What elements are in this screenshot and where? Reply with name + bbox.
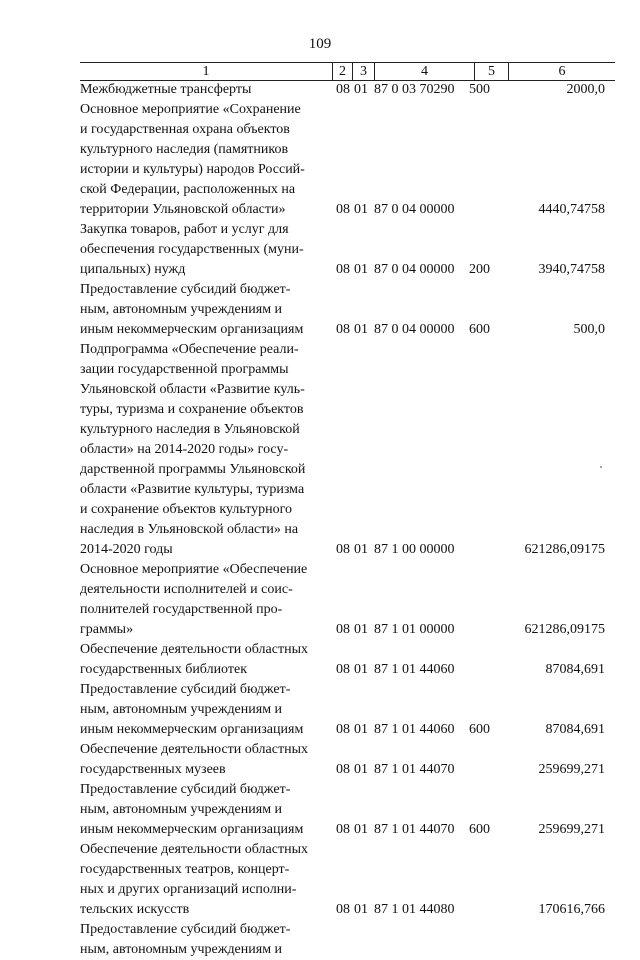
row-subsection: 01 xyxy=(354,662,368,677)
row-description: Основное мероприятие «Обеспечение деятельности исполнителей и соис- полнителей государственной про- граммы» xyxy=(80,562,308,637)
row-description: Обеспечение деятельности областных государственных библиотек xyxy=(80,642,308,677)
header-col-4: 4 xyxy=(421,64,428,79)
row-amount: 170616,766 xyxy=(538,902,605,917)
row-subsection: 01 xyxy=(354,542,368,557)
table-row xyxy=(80,220,615,280)
row-description: Предоставление субсидий бюджет- ным, автономным учреждениям и иным некоммерческим организациям xyxy=(80,682,304,737)
row-amount: 259699,271 xyxy=(538,762,605,777)
row-section: 08 xyxy=(336,762,350,777)
table-row xyxy=(80,740,615,780)
row-expense-type: 600 xyxy=(469,322,490,337)
row-subsection: 01 xyxy=(354,762,368,777)
row-target-code: 87 1 01 44060 xyxy=(374,662,455,677)
table-row xyxy=(80,920,615,960)
header-col-1: 1 xyxy=(202,64,210,79)
table-row xyxy=(80,100,615,220)
row-amount: 3940,74758 xyxy=(538,262,605,277)
row-subsection: 01 xyxy=(354,82,368,97)
row-expense-type: 600 xyxy=(469,722,490,737)
row-amount: 4440,74758 xyxy=(538,202,605,217)
scan-speck xyxy=(600,466,602,468)
row-expense-type: 200 xyxy=(469,262,490,277)
row-subsection: 01 xyxy=(354,202,368,217)
row-section: 08 xyxy=(336,542,350,557)
row-expense-type: 600 xyxy=(469,822,490,837)
header-col-3: 3 xyxy=(360,64,367,79)
row-section: 08 xyxy=(336,822,350,837)
row-description: Предоставление субсидий бюджет- ным, автономным учреждениям и иным некоммерческим организациям xyxy=(80,282,304,337)
row-section: 08 xyxy=(336,202,350,217)
row-section: 08 xyxy=(336,622,350,637)
table-row xyxy=(80,340,615,560)
row-subsection: 01 xyxy=(354,902,368,917)
table-row xyxy=(80,840,615,920)
row-target-code: 87 1 01 44060 xyxy=(374,722,455,737)
table-row xyxy=(80,780,615,840)
table-row xyxy=(80,280,615,340)
row-amount: 621286,09175 xyxy=(524,542,605,557)
row-section: 08 xyxy=(336,902,350,917)
row-target-code: 87 1 01 44070 xyxy=(374,822,455,837)
row-subsection: 01 xyxy=(354,622,368,637)
row-target-code: 87 0 04 00000 xyxy=(374,322,455,337)
header-col-5: 5 xyxy=(488,64,495,79)
row-target-code: 87 0 04 00000 xyxy=(374,262,455,277)
row-description: Межбюджетные трансферты xyxy=(80,82,252,97)
header-col-6: 6 xyxy=(558,64,566,79)
row-target-code: 87 1 00 00000 xyxy=(374,542,455,557)
row-amount: 87084,691 xyxy=(545,662,605,677)
row-subsection: 01 xyxy=(354,722,368,737)
row-section: 08 xyxy=(336,82,350,97)
row-description: Закупка товаров, работ и услуг для обеспечения государственных (муни- ципальных) нужд xyxy=(80,222,304,277)
row-subsection: 01 xyxy=(354,322,368,337)
row-section: 08 xyxy=(336,662,350,677)
row-amount: 500,0 xyxy=(573,322,605,337)
row-section: 08 xyxy=(336,262,350,277)
table-header xyxy=(80,62,615,81)
row-section: 08 xyxy=(336,322,350,337)
header-col-2: 2 xyxy=(339,64,346,79)
row-target-code: 87 1 01 44070 xyxy=(374,762,455,777)
row-description: Обеспечение деятельности областных государственных театров, концерт- ных и других организаций исполни- тельских искусств xyxy=(80,842,308,917)
row-amount: 87084,691 xyxy=(545,722,605,737)
budget-table-body xyxy=(80,80,615,960)
row-target-code: 87 0 04 00000 xyxy=(374,202,455,217)
row-expense-type: 500 xyxy=(469,82,490,97)
row-subsection: 01 xyxy=(354,822,368,837)
row-description: Основное мероприятие «Сохранение и государственная охрана объектов культурного наследия (памятников истории и культуры) народов Россий- ской Федерации, расположенных на территории Ульяновской области» xyxy=(80,102,305,217)
row-description: Обеспечение деятельности областных государственных музеев xyxy=(80,742,308,777)
row-amount: 621286,09175 xyxy=(524,622,605,637)
row-amount: 2000,0 xyxy=(566,82,605,97)
table-row xyxy=(80,640,615,680)
row-description: Подпрограмма «Обеспечение реали- зации государственной программы Ульяновской области «Развитие куль- туры, туризма и сохранение объектов культурного наследия в Ульяновской области» на 2014-2020 годы» госу- дарственной программы Ульяновской области «Развитие культуры, туризма и сохранение объектов культурного наследия в Ульяновской области» на 2014-2020 годы xyxy=(80,342,306,557)
table-row xyxy=(80,560,615,640)
row-description: Предоставление субсидий бюджет- ным, автономным учреждениям и иным некоммерческим организациям xyxy=(80,782,304,837)
table-row xyxy=(80,680,615,740)
row-subsection: 01 xyxy=(354,262,368,277)
row-description: Предоставление субсидий бюджет- ным, автономным учреждениям и xyxy=(80,922,291,957)
row-section: 08 xyxy=(336,722,350,737)
table-row xyxy=(80,80,615,100)
page-number: 109 xyxy=(308,36,332,52)
row-target-code: 87 0 03 70290 xyxy=(374,82,455,97)
row-target-code: 87 1 01 44080 xyxy=(374,902,455,917)
row-target-code: 87 1 01 00000 xyxy=(374,622,455,637)
row-amount: 259699,271 xyxy=(538,822,605,837)
